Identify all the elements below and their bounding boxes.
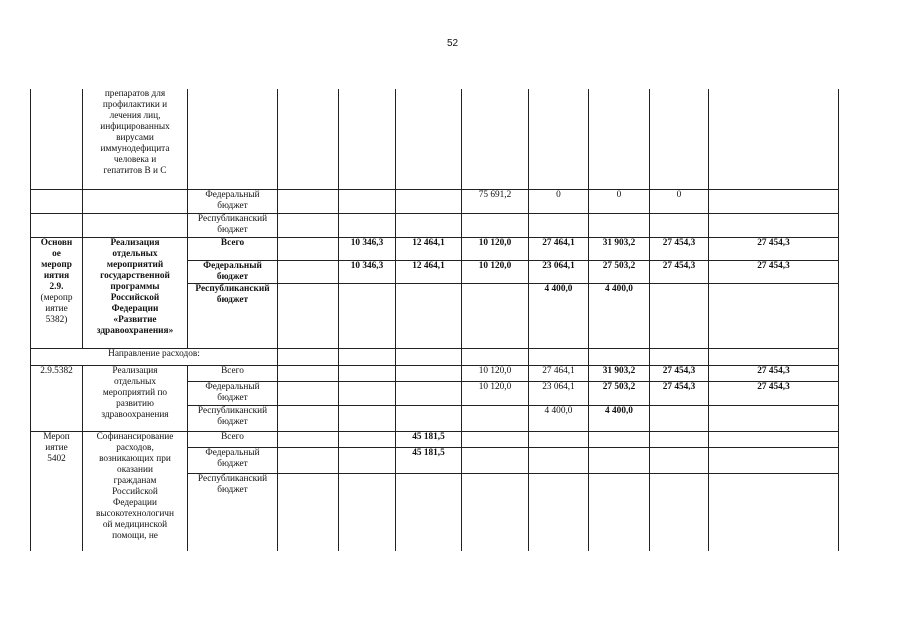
name-line: лечения лиц, xyxy=(109,111,161,121)
value-cell xyxy=(339,283,396,348)
value-cell xyxy=(462,405,529,431)
value-cell: 27 503,2 xyxy=(589,260,650,283)
expense-name-cell: Реализация отдельных мероприятий по развитию здравоохранения xyxy=(83,365,188,431)
value-cell xyxy=(529,447,589,473)
value-cell: 4 400,0 xyxy=(589,283,650,348)
value-cell: 0 xyxy=(650,189,709,213)
measure-name-cell: Реализация отдельных мероприятий государственной программы Российской Федерации «Развитие здравоохранения» xyxy=(83,237,188,348)
value-cell: 0 xyxy=(589,189,650,213)
budget-table xyxy=(30,89,839,551)
name-line: инфицированных xyxy=(100,122,170,132)
funding-source-cell: Республиканский бюджет xyxy=(188,283,278,348)
value-cell xyxy=(278,189,339,213)
value-cell xyxy=(339,447,396,473)
value-cell: 10 120,0 xyxy=(462,237,529,260)
value-cell: 27 454,3 xyxy=(650,237,709,260)
value-cell: 23 064,1 xyxy=(529,381,589,405)
value-cell xyxy=(339,189,396,213)
value-cell xyxy=(278,447,339,473)
value-cell: 45 181,5 xyxy=(396,431,462,447)
measure-code-cell: Основн ое меропр иятия 2.9. (меропр иятие 5382) xyxy=(31,237,83,348)
table-row xyxy=(31,348,839,365)
value-cell: 27 454,3 xyxy=(650,260,709,283)
table-row xyxy=(31,189,839,213)
name-line: профилактики и xyxy=(102,100,168,110)
table-row xyxy=(31,431,839,447)
measure-name-cell: Софинансирование расходов, возникающих при оказании гражданам Российской Федерации высокотехнологичн ой медицинской помощи, не xyxy=(83,431,188,551)
funding-source-cell: Федеральный бюджет xyxy=(188,447,278,473)
value-cell xyxy=(709,405,839,431)
value-cell: 31 903,2 xyxy=(589,365,650,381)
table-row xyxy=(31,89,839,189)
value-cell xyxy=(709,431,839,447)
name-line: гепатитов В и С xyxy=(103,166,167,176)
value-cell xyxy=(650,283,709,348)
value-cell: 4 400,0 xyxy=(589,405,650,431)
value-cell xyxy=(339,365,396,381)
value-cell xyxy=(339,431,396,447)
value-cell: 75 691,2 xyxy=(462,189,529,213)
value-cell: 27 454,3 xyxy=(709,260,839,283)
value-cell: 10 120,0 xyxy=(462,260,529,283)
value-cell: 10 346,3 xyxy=(339,260,396,283)
value-cell: 27 503,2 xyxy=(589,381,650,405)
value-cell xyxy=(339,381,396,405)
value-cell xyxy=(462,447,529,473)
funding-source-cell: Федеральный бюджет xyxy=(188,260,278,283)
value-cell xyxy=(709,447,839,473)
value-cell xyxy=(650,431,709,447)
value-cell xyxy=(589,447,650,473)
value-cell xyxy=(396,381,462,405)
value-cell xyxy=(650,447,709,473)
value-cell xyxy=(529,431,589,447)
funding-source-cell: Республиканский бюджет xyxy=(188,405,278,431)
value-cell xyxy=(396,283,462,348)
value-cell: 27 454,3 xyxy=(709,237,839,260)
value-cell: 27 454,3 xyxy=(709,365,839,381)
value-cell xyxy=(396,189,462,213)
name-line: иммунодефицита xyxy=(100,144,170,154)
value-cell: 12 464,1 xyxy=(396,260,462,283)
value-cell: 12 464,1 xyxy=(396,237,462,260)
funding-source-cell: Всего xyxy=(188,431,278,447)
name-line: препаратов для xyxy=(104,89,166,99)
measure-code-cell: Мероп иятие 5402 xyxy=(31,431,83,551)
value-cell xyxy=(278,381,339,405)
name-line: человека и xyxy=(113,155,157,165)
value-cell xyxy=(709,283,839,348)
value-cell xyxy=(278,283,339,348)
value-cell: 4 400,0 xyxy=(529,405,589,431)
value-cell: 31 903,2 xyxy=(589,237,650,260)
value-cell xyxy=(278,431,339,447)
value-cell: 45 181,5 xyxy=(396,447,462,473)
value-cell xyxy=(396,365,462,381)
funding-source-cell: Республиканский бюджет xyxy=(188,473,278,551)
value-cell xyxy=(278,365,339,381)
value-cell: 27 454,3 xyxy=(709,381,839,405)
value-cell: 10 346,3 xyxy=(339,237,396,260)
value-cell xyxy=(396,405,462,431)
value-cell xyxy=(709,189,839,213)
value-cell xyxy=(278,260,339,283)
value-cell: 4 400,0 xyxy=(529,283,589,348)
table-row xyxy=(31,237,839,260)
funding-source-cell: Федеральный бюджет xyxy=(188,381,278,405)
value-cell: 27 454,3 xyxy=(650,381,709,405)
value-cell: 27 454,3 xyxy=(650,365,709,381)
funding-source-cell: Республиканский бюджет xyxy=(188,213,278,237)
name-line: вирусами xyxy=(116,133,154,143)
value-cell: 23 064,1 xyxy=(529,260,589,283)
value-cell xyxy=(278,237,339,260)
expense-code-cell: 2.9.5382 xyxy=(31,365,83,431)
direction-label: Направление расходов: xyxy=(31,348,278,365)
value-cell xyxy=(650,405,709,431)
funding-source-cell: Всего xyxy=(188,365,278,381)
value-cell: 10 120,0 xyxy=(462,365,529,381)
value-cell: 27 464,1 xyxy=(529,237,589,260)
funding-source-cell: Федеральный бюджет xyxy=(188,189,278,213)
code-cell xyxy=(31,89,83,189)
table-row xyxy=(31,213,839,237)
value-cell xyxy=(589,431,650,447)
value-cell xyxy=(278,405,339,431)
value-cell xyxy=(339,405,396,431)
table-row xyxy=(31,365,839,381)
funding-source-cell: Всего xyxy=(188,237,278,260)
value-cell xyxy=(462,431,529,447)
page-number: 52 xyxy=(446,38,459,49)
value-cell: 0 xyxy=(529,189,589,213)
measure-name-cell xyxy=(83,89,188,189)
value-cell xyxy=(462,283,529,348)
value-cell: 27 464,1 xyxy=(529,365,589,381)
value-cell: 10 120,0 xyxy=(462,381,529,405)
